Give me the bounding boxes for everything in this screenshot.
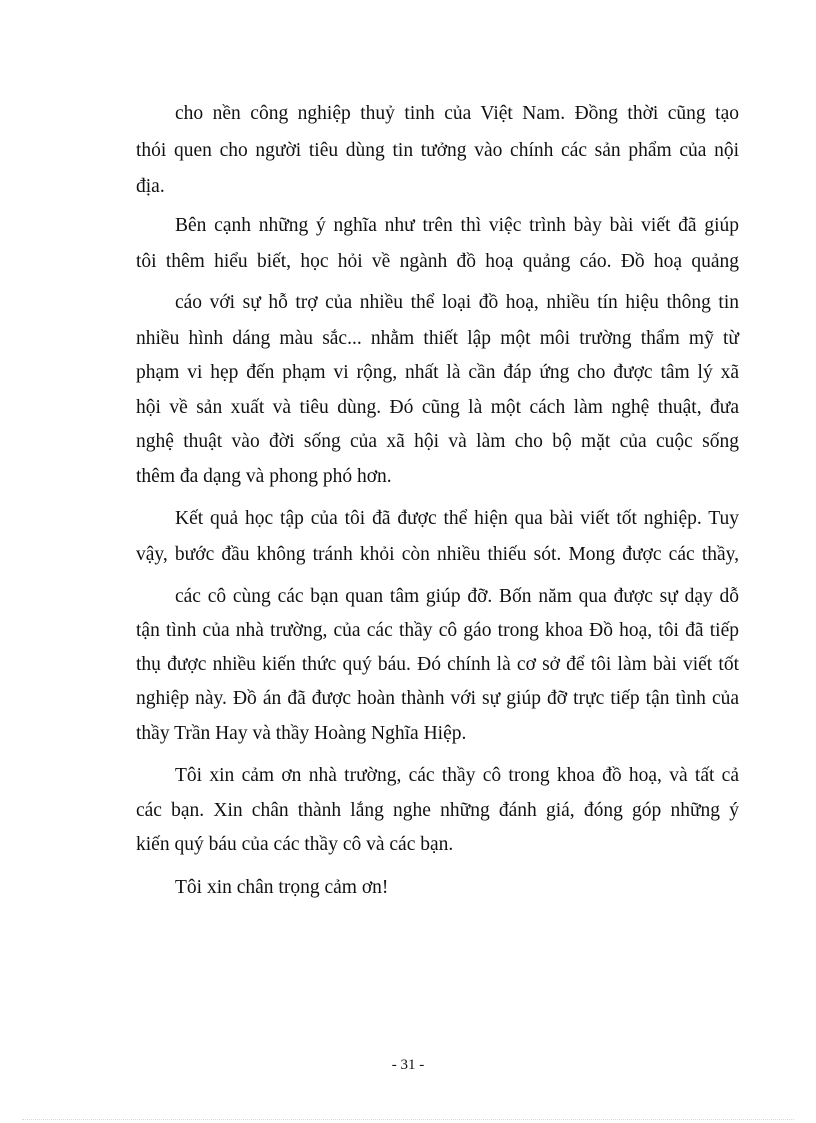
- text-line: nhiều hình dáng màu sắc... nhằm thiết lập một môi trường thẩm mỹ từ: [136, 328, 739, 349]
- text-line: thêm đa dạng và phong phó hơn.: [136, 466, 392, 487]
- text-line: Tôi xin chân trọng cảm ơn!: [175, 877, 389, 898]
- text-line: cáo với sự hỗ trợ của nhiều thể loại đồ hoạ, nhiều tín hiệu thông tin: [175, 292, 739, 313]
- text-line: các cô cùng các bạn quan tâm giúp đỡ. Bốn năm qua được sự dạy dỗ: [175, 586, 739, 607]
- text-line: Bên cạnh những ý nghĩa như trên thì việc trình bày bài viết đã giúp: [175, 215, 739, 236]
- text-line: phạm vi hẹp đến phạm vi rộng, nhất là cần đáp ứng cho được tâm lý xã: [136, 362, 739, 383]
- text-line: vậy, bước đầu không tránh khỏi còn nhiều thiếu sót. Mong được các thầy,: [136, 544, 739, 565]
- text-line: địa.: [136, 176, 165, 197]
- text-line: thầy Trần Hay và thầy Hoàng Nghĩa Hiệp.: [136, 723, 467, 744]
- text-line: thụ được nhiều kiến thức quý báu. Đó chính là cơ sở để tôi làm bài viết tốt: [136, 654, 739, 675]
- text-line: tôi thêm hiểu biết, học hỏi về ngành đồ hoạ quảng cáo. Đồ hoạ quảng: [136, 251, 739, 272]
- page-bottom-rule: [22, 1119, 794, 1120]
- text-line: các bạn. Xin chân thành lắng nghe những đánh giá, đóng góp những ý: [136, 800, 739, 821]
- text-line: nghệ thuật vào đời sống của xã hội và làm cho bộ mặt của cuộc sống: [136, 431, 739, 452]
- text-line: Tôi xin cảm ơn nhà trường, các thầy cô trong khoa đồ hoạ, và tất cả: [175, 765, 739, 786]
- text-line: nghiệp này. Đồ án đã được hoàn thành với sự giúp đỡ trực tiếp tận tình của: [136, 688, 739, 709]
- text-line: cho nền công nghiệp thuỷ tinh của Việt Nam. Đồng thời cũng tạo: [175, 103, 739, 124]
- text-line: thói quen cho người tiêu dùng tin tưởng vào chính các sản phẩm của nội: [136, 140, 739, 161]
- text-line: hội về sản xuất và tiêu dùng. Đó cũng là một cách làm nghệ thuật, đưa: [136, 397, 739, 418]
- text-line: tận tình của nhà trường, của các thầy cô gáo trong khoa Đồ hoạ, tôi đã tiếp: [136, 620, 739, 641]
- page-number: - 31 -: [391, 1057, 425, 1073]
- text-line: Kết quả học tập của tôi đã được thể hiện qua bài viết tốt nghiệp. Tuy: [175, 508, 739, 529]
- text-line: kiến quý báu của các thầy cô và các bạn.: [136, 834, 454, 855]
